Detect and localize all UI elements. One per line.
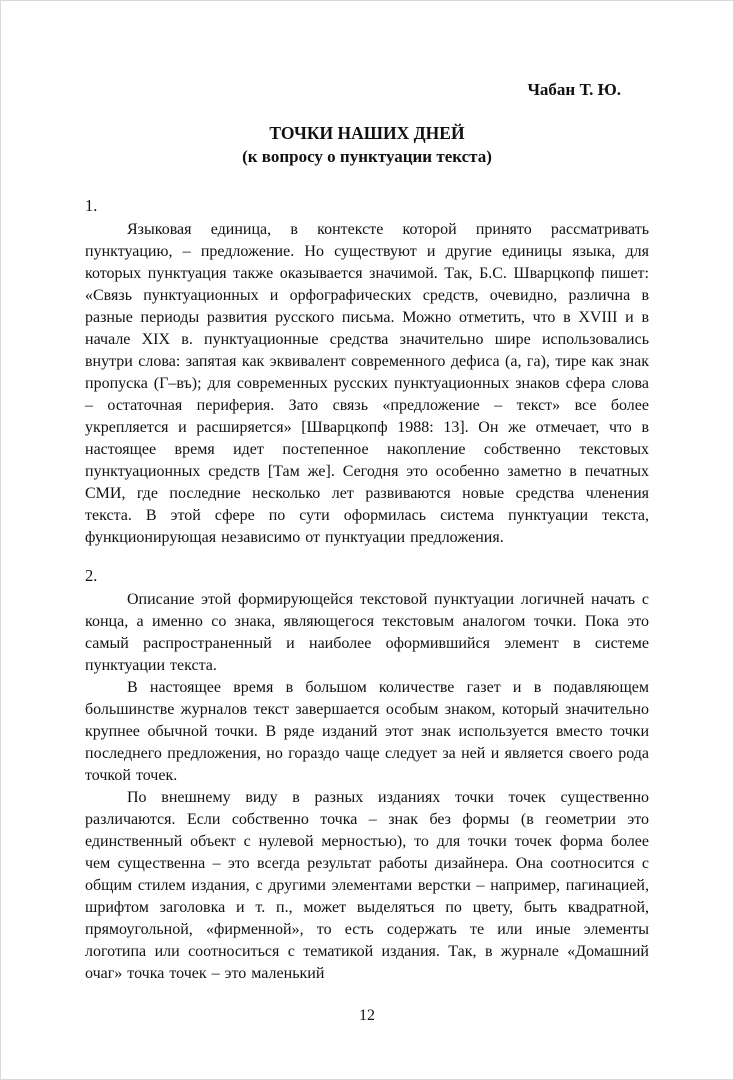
page-number: 12 xyxy=(359,1007,375,1024)
author-line: Чабан Т. Ю. xyxy=(527,80,621,99)
article-title: ТОЧКИ НАШИХ ДНЕЙ xyxy=(269,123,465,143)
article-subtitle: (к вопросу о пунктуации текста) xyxy=(242,147,492,166)
paragraph-2-2: В настоящее время в большом количестве газет и в подавляющем большинстве журналов текст завершается особым знаком, который значительно крупнее обычной точки. В ряде изданий этот знак используется вместо точки последнего предложения, но гораздо чаще следует за ней и является своего рода точкой точек. xyxy=(85,679,649,784)
section-2-number: 2. xyxy=(85,566,98,585)
paragraph-1-1: Языковая единица, в контексте которой принято рассматривать пунктуацию, – предложение. Но существуют и другие единицы языка, для которых пунктуация также оказывается значимой. Так, Б.С. Шварцкопф пишет: «Связь пунктуационных и орфографических средств, очевидно, различна в разные периоды развития русского письма. Можно отметить, что в XVIII и в начале XIX в. пунктуационные средства значительно шире использовались внутри слова: запятая как эквивалент современного дефиса (а, га), тире как знак пропуска (Г–въ); для современных русских пунктуационных знаков сфера слова – остаточная периферия. Зато связь «предложение – текст» все более укрепляется и расширяется» [Шварцкопф 1988: 13]. Он же отмечает, что в настоящее время идет постепенное накопление собственно текстовых пунктуационных средств [Там же]. Сегодня это особенно заметно в печатных СМИ, где последние несколько лет развиваются новые средства членения текста. В этой сфере по сути оформилась система пунктуации текста, функционирующая независимо от пунктуации предложения. xyxy=(85,221,649,546)
paragraph-2-3: По внешнему виду в разных изданиях точки точек существенно различаются. Если собственно точка – знак без формы (в геометрии это единственный объект с нулевой мерностью), то для точки точек форма более чем существенна – это всегда результат работы дизайнера. Она соотносится с общим стилем издания, с другими элементами верстки – например, пагинацией, шрифтом заголовка и т. п., может выделяться по цвету, быть квадратной, прямоугольной, «фирменной», то есть содержать те или иные элементы логотипа или соотноситься с тематикой издания. Так, в журнале «Домашний очаг» точка точек – это маленький xyxy=(85,789,649,982)
section-1-number: 1. xyxy=(85,196,98,215)
paragraph-2-1: Описание этой формирующейся текстовой пунктуации логичней начать с конца, а именно со знака, являющегося текстовым аналогом точки. Пока это самый распространенный и наиболее оформившийся элемент в системе пунктуации текста. xyxy=(85,591,649,674)
